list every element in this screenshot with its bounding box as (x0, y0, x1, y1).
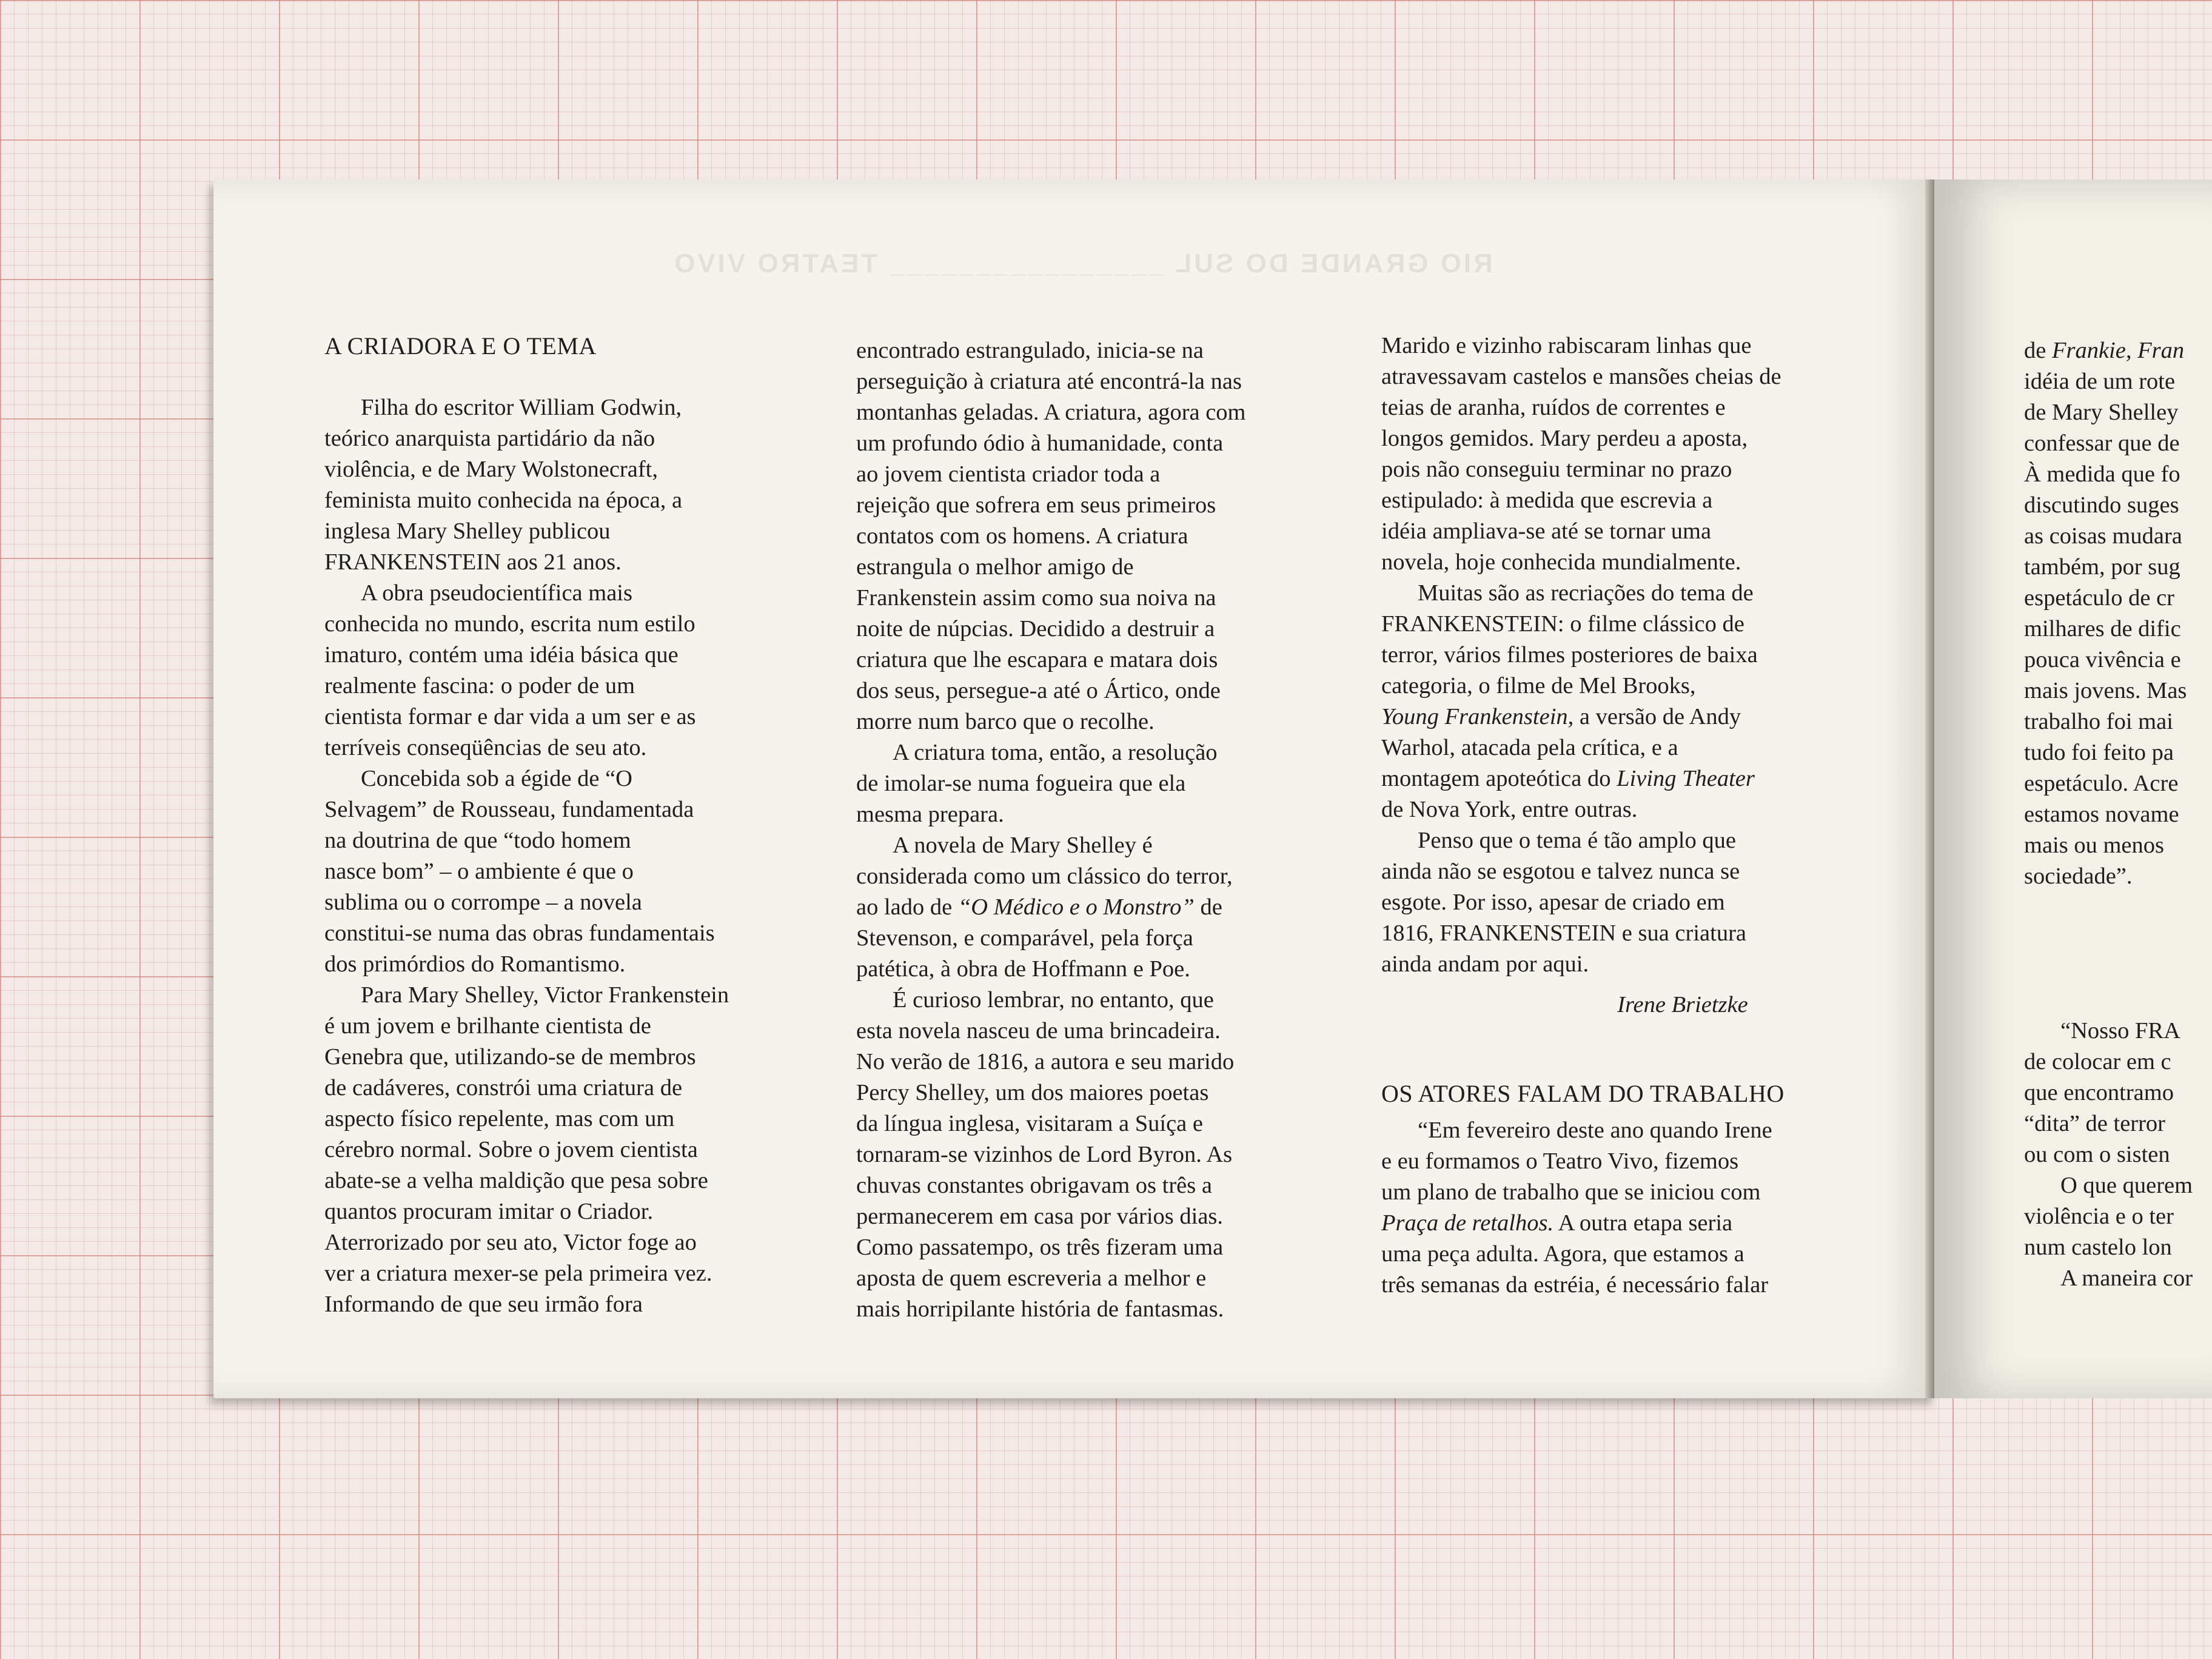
text-run: A outra etapa seria (1553, 1210, 1733, 1236)
text-line: novela, hoje conhecida mundialmente. (1381, 549, 1741, 575)
text-line: estamos novame (2024, 802, 2179, 827)
text-line: pouca vivência e (2024, 647, 2181, 672)
text-line (2024, 335, 2193, 366)
text-line: quantos procuram imitar o Criador. (324, 1199, 654, 1224)
text-line: morre num barco que o recolhe. (856, 709, 1155, 734)
text-line: Selvagem” de Rousseau, fundamentada (324, 797, 694, 822)
text-line: patética, à obra de Hoffmann e Poe. (856, 956, 1190, 982)
text-line: estipulado: à medida que escrevia a (1381, 488, 1713, 513)
text-line: Stevenson, e comparável, pela força (856, 925, 1193, 951)
text-line: ao jovem cientista criador toda a (856, 461, 1161, 487)
text-run: montagem apoteótica do (1381, 766, 1617, 791)
text-line: aspecto físico repelente, mas com um (324, 1106, 675, 1131)
text-line: mais jovens. Mas (2024, 678, 2187, 703)
text-line: estrangula o melhor amigo de (856, 554, 1134, 580)
text-line: criatura que lhe escapara e matara dois (856, 647, 1218, 672)
text-line: violência, e de Mary Wolstonecraft, (324, 457, 658, 482)
title-frankie: Frankie, Fran (2051, 338, 2185, 363)
text-line: Concebida sob a égide de “O (361, 766, 632, 791)
text-line: num castelo lon (2024, 1235, 2172, 1260)
text-line: Frankenstein assim como sua noiva na (856, 585, 1216, 611)
text-line: três semanas da estréia, é necessário falar (1381, 1272, 1769, 1298)
text-line: conhecida no mundo, escrita num estilo (324, 611, 695, 637)
text-line: uma peça adulta. Agora, que estamos a (1381, 1241, 1744, 1267)
text-line: nasce bom” – o ambiente é que o (324, 859, 634, 884)
text-line: esgote. Por isso, apesar de criado em (1381, 890, 1725, 915)
text-line: Filha do escritor William Godwin, (361, 395, 682, 420)
text-line: Como passatempo, os três fizeram uma (856, 1235, 1224, 1260)
text-line: A criatura toma, então, a resolução (893, 740, 1218, 765)
author-signature: Irene Brietzke (1617, 992, 1748, 1017)
text-run: de (1194, 894, 1222, 920)
text-line: mesma prepara. (856, 802, 1004, 827)
text-line: milhares de dific (2024, 616, 2181, 642)
text-line: mais ou menos (2024, 833, 2164, 858)
column-4-partial (2024, 335, 2193, 1294)
text-line: chuvas constantes obrigavam os três a (856, 1173, 1212, 1198)
text-line: tornaram-se vizinhos de Lord Byron. As (856, 1142, 1233, 1167)
text-line: “Nosso FRA (2060, 1018, 2180, 1044)
text-line: “dita” de terror (2024, 1111, 2165, 1136)
column-2 (856, 335, 1246, 1325)
text-line: O que querem (2060, 1173, 2193, 1198)
film-title-young-frankenstein: Young Frankenstein, (1381, 704, 1574, 729)
text-line: A novela de Mary Shelley é (893, 833, 1153, 858)
text-line: da língua inglesa, visitaram a Suíça e (856, 1111, 1203, 1136)
text-line: espetáculo. Acre (2024, 771, 2179, 796)
book-title-medico-monstro: “O Médico e o Monstro” (957, 894, 1195, 920)
text-line: longos gemidos. Mary perdeu a aposta, (1381, 426, 1748, 451)
text-line: dos seus, persegue-a até o Ártico, onde (856, 678, 1221, 703)
text-line: ou com o sisten (2024, 1142, 2170, 1167)
text-line: feminista muito conhecida na época, a (324, 488, 683, 513)
text-line: realmente fascina: o poder de um (324, 673, 635, 699)
text-line: A obra pseudocientífica mais (361, 580, 632, 606)
text-line: trabalho foi mai (2024, 709, 2173, 734)
text-line: 1816, FRANKENSTEIN e sua criatura (1381, 920, 1746, 946)
text-line: de Nova York, entre outras. (1381, 797, 1638, 822)
text-line: ainda andam por aqui. (1381, 951, 1589, 977)
text-line: imaturo, contém uma idéia básica que (324, 642, 679, 668)
text-line (856, 892, 1246, 923)
text-line: A maneira cor (2060, 1265, 2193, 1291)
text-line: cientista formar e dar vida a um ser e as (324, 704, 696, 729)
text-line: sublima ou o corrompe – a novela (324, 890, 642, 915)
section-title-criadora: A CRIADORA E O TEMA (324, 332, 597, 360)
text-line: teias de aranha, ruídos de correntes e (1381, 395, 1726, 420)
text-line: também, por sug (2024, 554, 2180, 580)
text-line: aposta de quem escreveria a melhor e (856, 1265, 1207, 1291)
text-line: categoria, o filme de Mel Brooks, (1381, 673, 1696, 699)
text-line: constitui-se numa das obras fundamentais (324, 920, 715, 946)
text-line: Muitas são as recriações do tema de (1418, 580, 1754, 606)
text-run: ao lado de (856, 894, 958, 920)
text-line: ver a criatura mexer-se pela primeira vez. (324, 1261, 712, 1286)
text-line: de Mary Shelley (2024, 400, 2179, 425)
text-line: Aterrorizado por seu ato, Victor foge ao (324, 1230, 697, 1255)
text-line (1381, 763, 1785, 794)
text-line: encontrado estrangulado, inicia-se na (856, 338, 1204, 363)
text-line: FRANKENSTEIN aos 21 anos. (324, 549, 622, 575)
text-line (1381, 702, 1785, 732)
text-line: Warhol, atacada pela crítica, e a (1381, 735, 1678, 760)
text-line: esta novela nasceu de uma brincadeira. (856, 1018, 1221, 1044)
text-line: noite de núpcias. Decidido a destruir a (856, 616, 1215, 642)
play-title-praca-retalhos: Praça de retalhos. (1381, 1210, 1554, 1236)
text-line: “Em fevereiro deste ano quando Irene (1418, 1118, 1772, 1143)
text-line: as coisas mudara (2024, 523, 2182, 549)
text-line: rejeição que sofrera em seus primeiros (856, 492, 1216, 518)
text-line: FRANKENSTEIN: o filme clássico de (1381, 611, 1744, 637)
text-line: abate-se a velha maldição que pesa sobre (324, 1168, 708, 1193)
text-line: É curioso lembrar, no entanto, que (893, 987, 1214, 1013)
text-line: Marido e vizinho rabiscaram linhas que (1381, 333, 1752, 358)
text-line: considerada como um clássico do terror, (856, 863, 1233, 889)
text-line: atravessavam castelos e mansões cheias de (1381, 364, 1781, 389)
text-line: tudo foi feito pa (2024, 740, 2174, 765)
text-line: discutindo suges (2024, 492, 2179, 518)
text-line: inglesa Mary Shelley publicou (324, 518, 611, 544)
text-line: um profundo ódio à humanidade, conta (856, 431, 1224, 456)
text-line: teórico anarquista partidário da não (324, 426, 655, 451)
text-line: de cadáveres, constrói uma criatura de (324, 1075, 683, 1101)
text-line: terríveis conseqüências de seu ato. (324, 735, 647, 760)
section-title-atores: OS ATORES FALAM DO TRABALHO (1381, 1080, 1785, 1107)
column-3 (1381, 330, 1785, 1301)
bleed-through-header: RIO GRANDE DO SUL ________________ TEATRO VIVO (672, 249, 1493, 278)
text-line: idéia ampliava-se até se tornar uma (1381, 518, 1712, 544)
text-line: idéia de um rote (2024, 369, 2176, 394)
text-line: violência e o ter (2024, 1204, 2174, 1229)
text-line: é um jovem e brilhante cientista de (324, 1013, 651, 1039)
text-line: perseguição à criatura até encontrá-la nas (856, 369, 1242, 394)
company-living-theater: Living Theater (1617, 766, 1755, 791)
text-line (1381, 1208, 1785, 1239)
text-line: ainda não se esgotou e talvez nunca se (1381, 859, 1740, 884)
text-line: À medida que fo (2024, 461, 2180, 487)
text-line: cérebro normal. Sobre o jovem cientista (324, 1137, 698, 1162)
spacer (1381, 1021, 1785, 1078)
text-line: dos primórdios do Romantismo. (324, 951, 626, 977)
text-line: sociedade”. (2024, 863, 2133, 889)
text-line: espetáculo de cr (2024, 585, 2174, 611)
text-line: montanhas geladas. A criatura, agora com (856, 400, 1246, 425)
text-line: Para Mary Shelley, Victor Frankenstein (361, 982, 729, 1008)
text-run: a versão de Andy (1574, 704, 1741, 729)
text-line: Penso que o tema é tão amplo que (1418, 828, 1736, 853)
text-line: Percy Shelley, um dos maiores poetas (856, 1080, 1209, 1105)
text-line: permanecerem em casa por vários dias. (856, 1204, 1224, 1229)
text-line: na doutrina de que “todo homem (324, 828, 631, 853)
text-line: contatos com os homens. A criatura (856, 523, 1188, 549)
text-line: Genebra que, utilizando-se de membros (324, 1044, 696, 1070)
text-run: de (2024, 338, 2052, 363)
text-line: que encontramo (2024, 1080, 2174, 1105)
text-line: um plano de trabalho que se iniciou com (1381, 1179, 1761, 1205)
text-line: Informando de que seu irmão fora (324, 1292, 643, 1317)
text-line: confessar que de (2024, 431, 2180, 456)
text-line: de imolar-se numa fogueira que ela (856, 771, 1186, 796)
text-line: pois não conseguiu terminar no prazo (1381, 457, 1732, 482)
text-line: terror, vários filmes posteriores de baixa (1381, 642, 1758, 668)
spacer (2024, 892, 2193, 1016)
text-line: e eu formamos o Teatro Vivo, fizemos (1381, 1148, 1739, 1174)
text-line: mais horripilante história de fantasmas. (856, 1296, 1224, 1322)
text-line: de colocar em c (2024, 1049, 2171, 1074)
text-line: No verão de 1816, a autora e seu marido (856, 1049, 1235, 1074)
column-1 (324, 330, 729, 1320)
